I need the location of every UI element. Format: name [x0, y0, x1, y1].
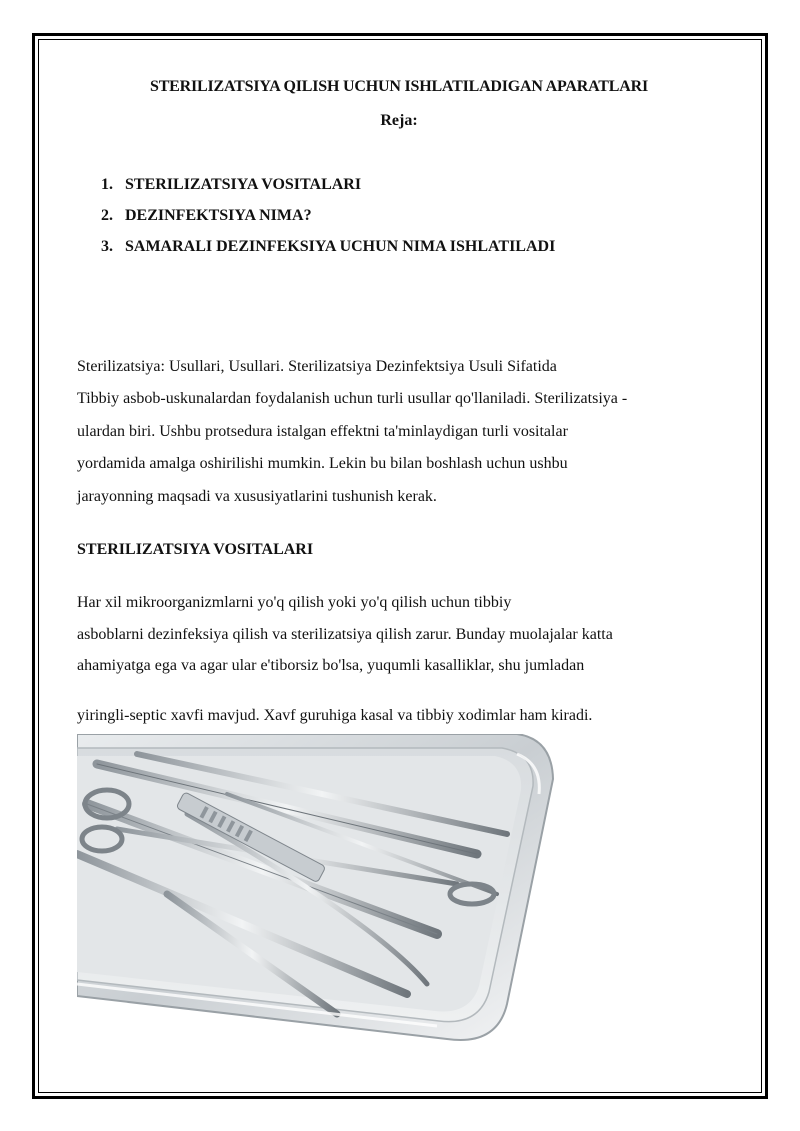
intro-line: ulardan biri. Ushbu protsedura istalgan effektni ta'minlaydigan turli vositalar: [77, 423, 568, 440]
plan-item-text: STERILIZATSIYA VOSITALARI: [125, 176, 362, 193]
section-line: yiringli-septic xavfi mavjud. Xavf guruhiga kasal va tibbiy xodimlar ham kiradi.: [77, 707, 593, 724]
intro-line: jarayonning maqsadi va xususiyatlarini tushunish kerak.: [77, 488, 437, 505]
plan-item-text: SAMARALI DEZINFEKSIYA UCHUN NIMA ISHLATILADI: [125, 238, 556, 255]
section-heading: STERILIZATSIYA VOSITALARI: [77, 541, 314, 558]
document-title: STERILIZATSIYA QILISH UCHUN ISHLATILADIGAN APARATLARI: [150, 78, 648, 95]
plan-item-text: DEZINFEKTSIYA NIMA?: [125, 207, 312, 224]
plan-item-number: 2.: [101, 207, 113, 224]
intro-line: yordamida amalga oshirilishi mumkin. Lekin bu bilan boshlash uchun ushbu: [77, 455, 568, 472]
plan-item: [101, 175, 555, 206]
section-line: ahamiyatga ega va agar ular e'tiborsiz bo'lsa, yuqumli kasalliklar, shu jumladan: [77, 657, 585, 674]
surgical-instruments-image: [77, 734, 555, 1052]
plan-item-number: 3.: [101, 238, 113, 255]
plan-label: Reja:: [380, 112, 418, 129]
plan-item: [101, 206, 555, 237]
section-line: asboblarni dezinfeksiya qilish va sterilizatsiya qilish zarur. Bunday muolajalar katta: [77, 626, 613, 643]
plan-item: [101, 237, 555, 268]
plan-list: [101, 175, 555, 268]
section-line: Har xil mikroorganizmlarni yo'q qilish yoki yo'q qilish uchun tibbiy: [77, 594, 512, 611]
plan-item-number: 1.: [101, 176, 113, 193]
intro-line: Sterilizatsiya: Usullari, Usullari. Sterilizatsiya Dezinfektsiya Usuli Sifatida: [77, 358, 557, 375]
intro-line: Tibbiy asbob-uskunalardan foydalanish uchun turli usullar qo'llaniladi. Sterilizatsiya -: [77, 390, 628, 407]
